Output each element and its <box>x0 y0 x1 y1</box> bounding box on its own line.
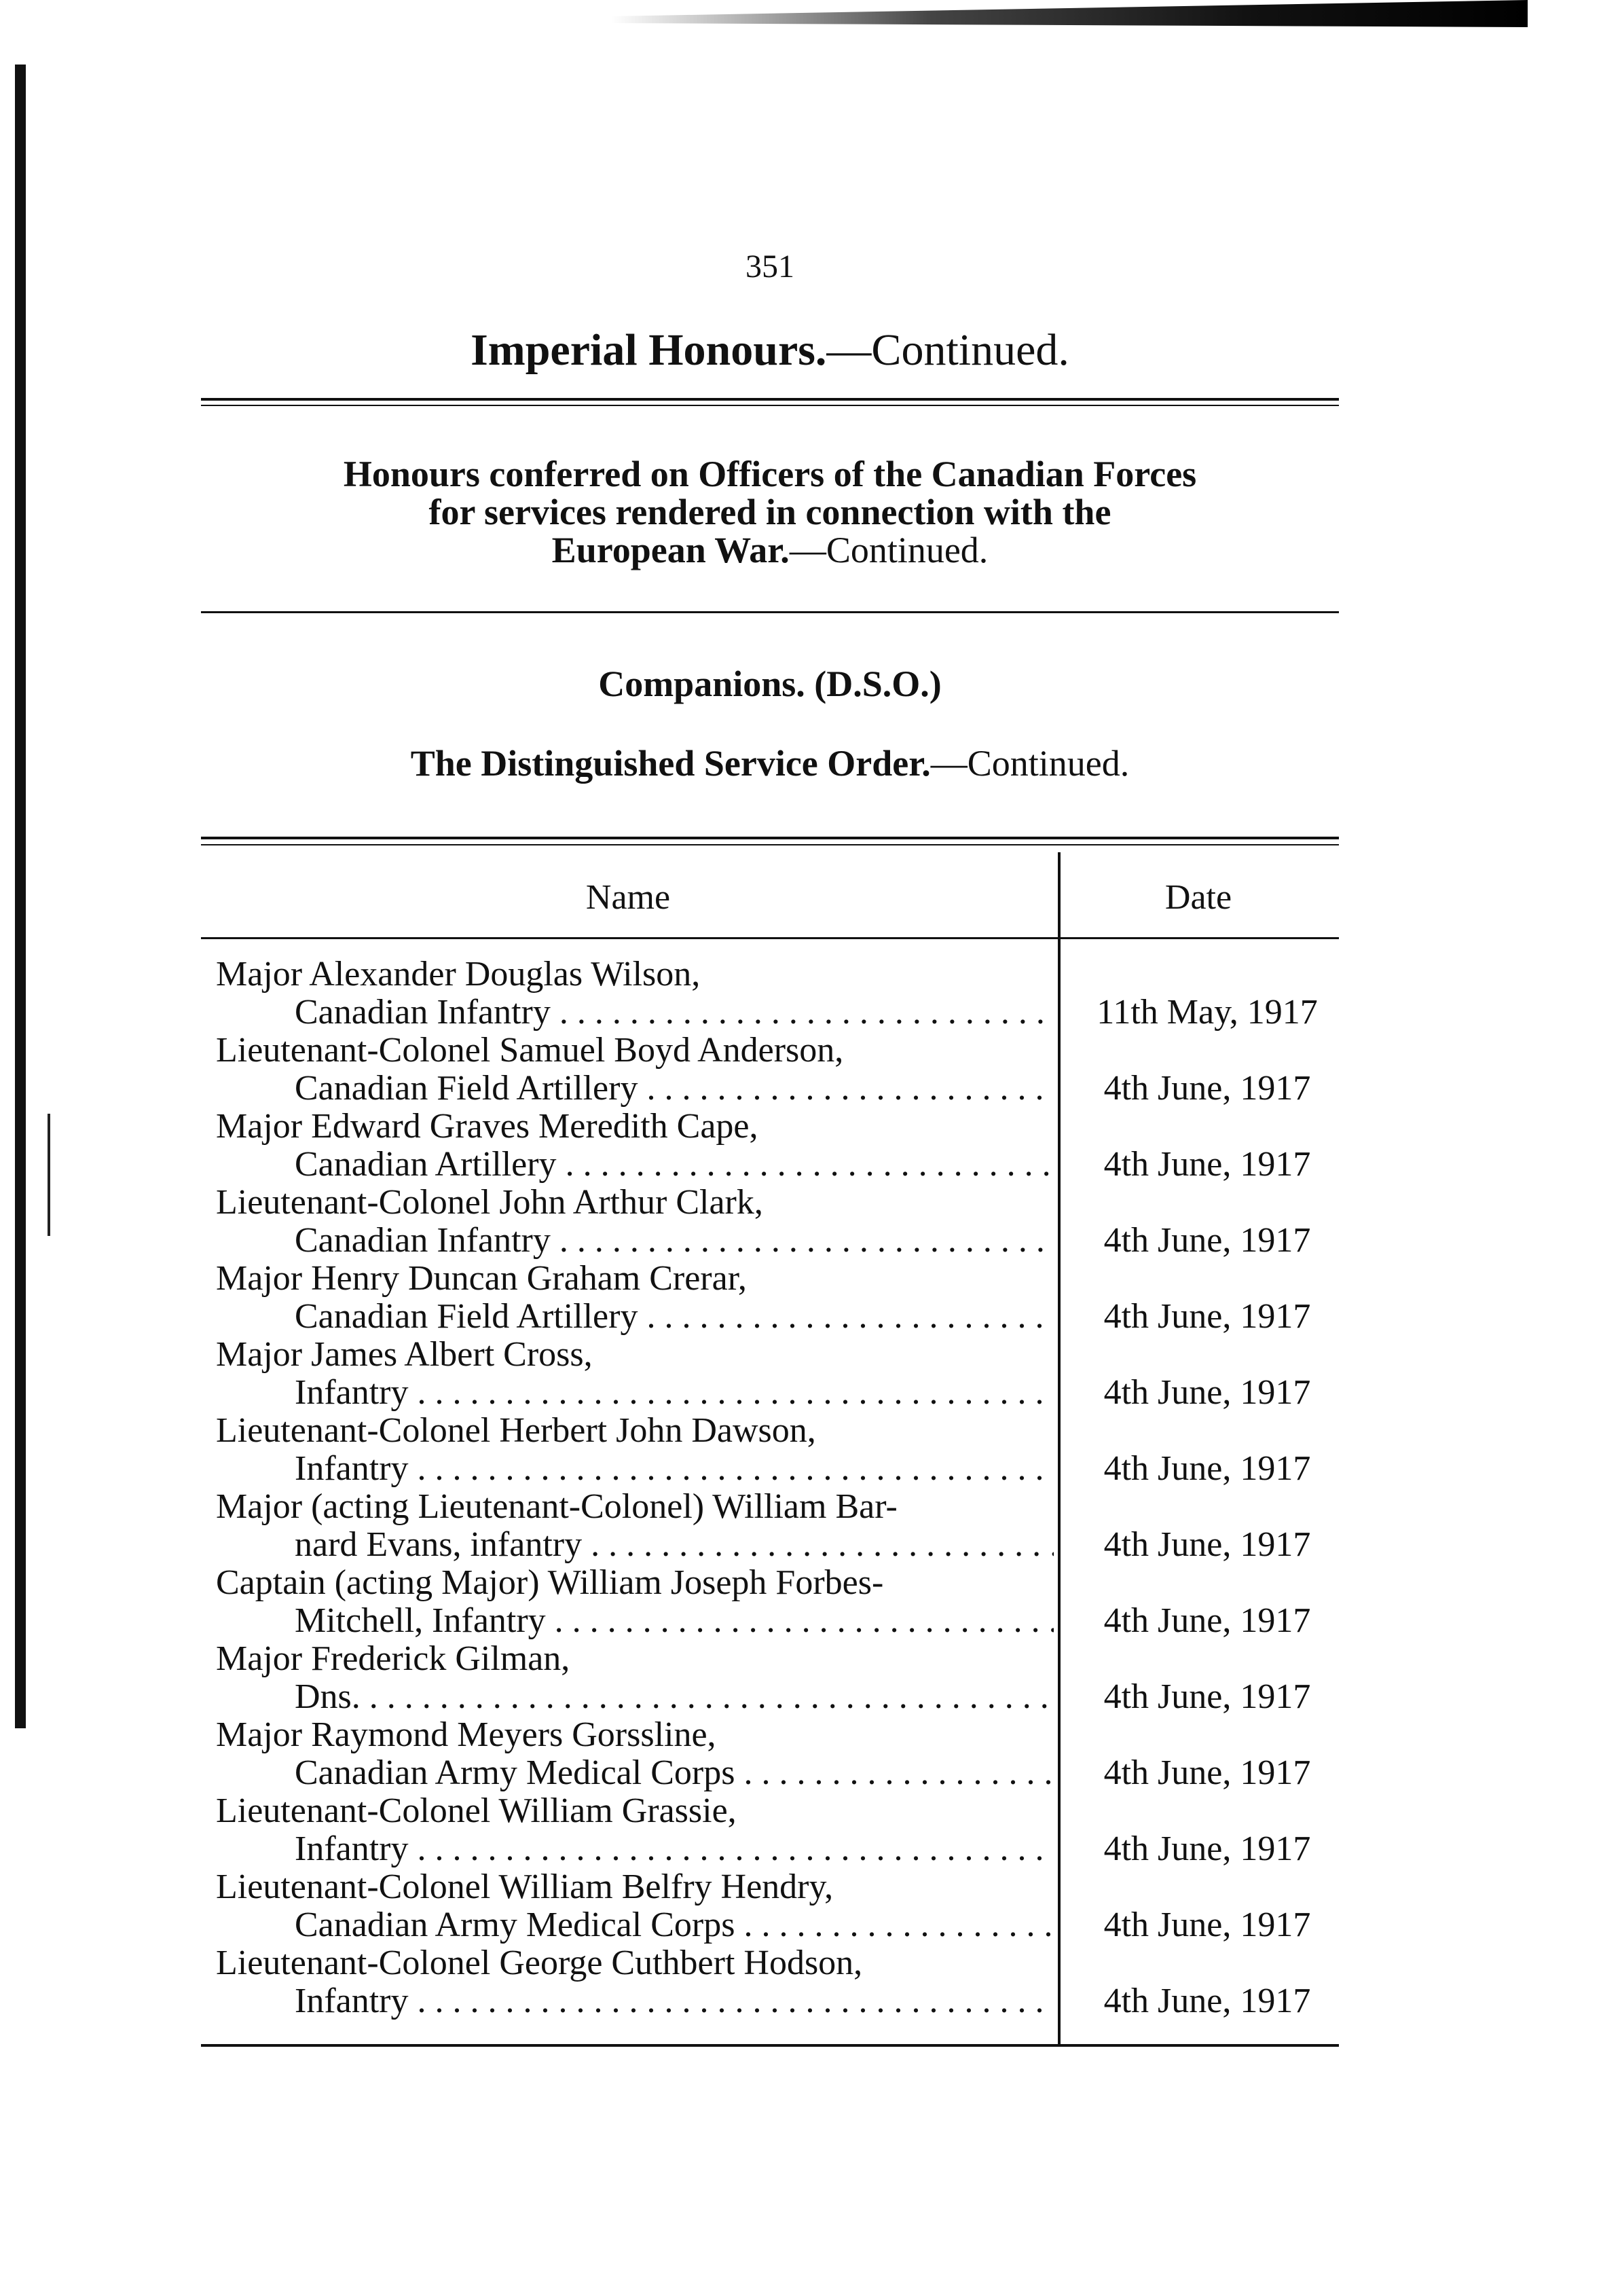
officer-name: Major Raymond Meyers Gorssline, <box>216 1715 716 1754</box>
header-rule <box>201 937 1339 939</box>
officer-name: Major Henry Duncan Graham Crerar, <box>216 1259 747 1298</box>
column-header-date: Date <box>1164 878 1232 917</box>
page-number: 351 <box>745 249 794 285</box>
award-date: 4th June, 1917 <box>1103 1829 1311 1868</box>
table-row <box>216 1639 1339 1715</box>
officer-unit: Canadian Artillery . . . <box>295 1144 1054 1184</box>
officer-unit: Infantry . . . <box>295 1448 1054 1489</box>
table-row <box>216 954 1339 1030</box>
section-subtitle <box>201 455 1339 569</box>
order-heading <box>201 742 1339 784</box>
officer-name: Major Alexander Douglas Wilson, <box>216 955 701 994</box>
subtitle-continued: —Continued. <box>789 530 989 570</box>
award-date: 4th June, 1917 <box>1103 1753 1311 1792</box>
award-date: 4th June, 1917 <box>1103 1906 1311 1944</box>
column-header-name: Name <box>585 878 671 917</box>
officer-unit: Infantry . . . <box>295 1829 1054 1869</box>
officer-unit: Canadian Infantry . . . <box>295 992 1054 1032</box>
officer-name: Lieutenant-Colonel William Grassie, <box>216 1791 737 1830</box>
officer-name: Major Frederick Gilman, <box>216 1639 570 1678</box>
officer-name: Major (acting Lieutenant-Colonel) William Bar- <box>216 1487 898 1526</box>
award-date: 4th June, 1917 <box>1103 1982 1311 2020</box>
award-date: 4th June, 1917 <box>1103 1677 1311 1716</box>
officer-name: Lieutenant-Colonel William Belfry Hendry, <box>216 1867 834 1906</box>
title-continued: —Continued. <box>826 325 1069 375</box>
subtitle-line-3 <box>201 531 1339 569</box>
officer-unit: Infantry . . . <box>295 1981 1054 2021</box>
order-name: The Distinguished Service Order. <box>410 743 931 784</box>
award-date: 4th June, 1917 <box>1103 1449 1311 1488</box>
award-date: 4th June, 1917 <box>1103 1297 1311 1336</box>
order-continued: —Continued. <box>930 743 1130 784</box>
table-row <box>216 1258 1339 1334</box>
officer-name: Lieutenant-Colonel John Arthur Clark, <box>216 1183 763 1222</box>
officer-unit: Canadian Army Medical Corps . . . <box>295 1753 1054 1793</box>
officer-name: Major Edward Graves Meredith Cape, <box>216 1107 758 1146</box>
award-date: 4th June, 1917 <box>1103 1601 1311 1640</box>
award-date: 4th June, 1917 <box>1103 1221 1311 1260</box>
title-rule-bottom <box>201 405 1339 406</box>
officer-unit: Mitchell, Infantry . . . <box>295 1601 1054 1641</box>
companions-heading: Companions. (D.S.O.) <box>598 663 942 704</box>
table-row <box>216 1563 1339 1639</box>
title-main: Imperial Honours. <box>471 325 827 375</box>
officer-unit: Canadian Field Artillery . . . <box>295 1296 1054 1336</box>
table-row <box>216 1943 1339 2019</box>
officer-unit: Canadian Field Artillery . . . <box>295 1068 1054 1108</box>
table-row <box>216 1410 1339 1487</box>
officer-name: Lieutenant-Colonel George Cuthbert Hodson, <box>216 1944 863 1982</box>
title-rule-top <box>201 398 1339 401</box>
table-rule-top-thin <box>201 844 1339 845</box>
officer-name: Major James Albert Cross, <box>216 1335 593 1374</box>
officer-unit: Infantry . . . <box>295 1372 1054 1413</box>
award-date: 11th May, 1917 <box>1097 993 1318 1032</box>
officer-unit: Dns. . . . <box>295 1677 1054 1717</box>
subtitle-rule <box>201 611 1339 613</box>
officer-name: Lieutenant-Colonel Samuel Boyd Anderson, <box>216 1031 844 1070</box>
award-date: 4th June, 1917 <box>1103 1373 1311 1412</box>
table-rule-bottom <box>201 2044 1339 2047</box>
honours-table-body <box>216 954 1339 2019</box>
officer-unit: Canadian Army Medical Corps . . . <box>295 1905 1054 1945</box>
officer-unit: Canadian Infantry . . . <box>295 1220 1054 1260</box>
table-row <box>216 1182 1339 1258</box>
table-row <box>216 1030 1339 1106</box>
officer-name: Captain (acting Major) William Joseph Forbes- <box>216 1563 884 1602</box>
subtitle-line-3-text: European War. <box>551 530 790 570</box>
subtitle-line-2: for services rendered in connection with the <box>428 492 1111 532</box>
award-date: 4th June, 1917 <box>1103 1069 1311 1108</box>
officer-unit: nard Evans, infantry . . . <box>295 1525 1054 1565</box>
table-rule-top <box>201 837 1339 839</box>
scan-edge-top <box>611 0 1528 27</box>
officer-name: Lieutenant-Colonel Herbert John Dawson, <box>216 1411 816 1450</box>
scan-edge-mark <box>48 1114 50 1236</box>
table-row <box>216 1791 1339 1867</box>
subtitle-line-1: Honours conferred on Officers of the Canadian Forces <box>343 454 1197 494</box>
table-row <box>216 1487 1339 1563</box>
award-date: 4th June, 1917 <box>1103 1145 1311 1184</box>
table-row <box>216 1867 1339 1943</box>
page-title <box>201 325 1339 376</box>
table-row <box>216 1106 1339 1182</box>
award-date: 4th June, 1917 <box>1103 1525 1311 1564</box>
table-row <box>216 1715 1339 1791</box>
table-row <box>216 1334 1339 1410</box>
scan-edge-left <box>15 65 26 1728</box>
